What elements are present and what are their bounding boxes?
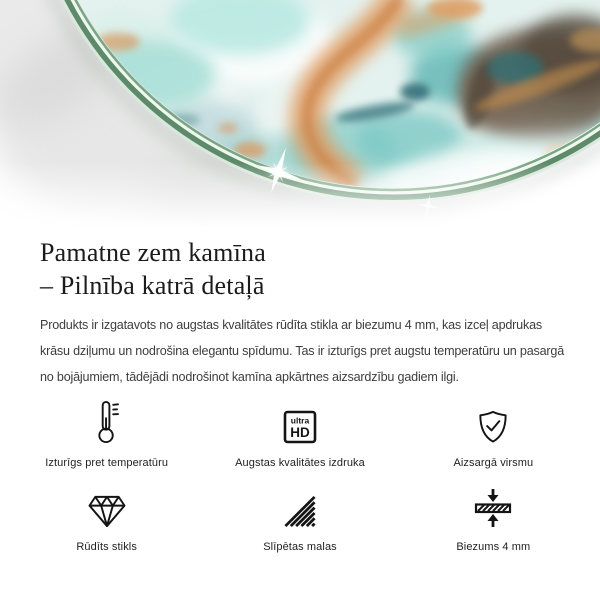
feature-label: Rūdīts stikls [76, 541, 137, 553]
feature-temperature [10, 398, 203, 470]
product-description [40, 312, 565, 390]
feature-label: Augstas kvalitātes izdruka [235, 457, 365, 469]
feature-label: Aizsargā virsmu [453, 457, 534, 469]
feature-beveled-edges [203, 482, 396, 554]
feature-tempered-glass [10, 482, 203, 554]
thermometer-icon [94, 398, 120, 444]
page-title-line-1: Pamatne zem kamīna [40, 238, 266, 267]
feature-protects-surface [397, 398, 590, 470]
page-title [40, 236, 560, 302]
ultra-hd-badge-bottom: HD [290, 425, 310, 440]
feature-label: Izturīgs pret temperatūru [45, 457, 169, 469]
description-line-1: Produkts ir izgatavots no augstas kvalitātes rūdīta stikla ar biezumu 4 mm, kas izceļ apdrukas [40, 318, 542, 332]
feature-grid [0, 398, 600, 554]
description-line-3: no bojājumiem, tādējādi nodrošinot kamīna apkārtnes aizsardzību gadiem ilgi. [40, 370, 459, 384]
feature-print-quality [203, 398, 396, 470]
diamond-icon [87, 482, 127, 528]
ultra-hd-icon [283, 398, 317, 444]
page-title-line-2: – Pilnība katrā detaļā [40, 271, 265, 300]
beveled-edge-icon [283, 482, 317, 528]
feature-label: Biezums 4 mm [456, 541, 531, 553]
shield-check-icon [476, 398, 510, 444]
thickness-icon [473, 482, 513, 528]
feature-label: Slīpētas malas [263, 541, 337, 553]
product-description-section [0, 236, 600, 554]
feature-thickness [397, 482, 590, 554]
description-line-2: krāsu dziļumu un nodrošina elegantu spīdumu. Tas ir izturīgs pret augstu temperatūru un pasargā [40, 344, 565, 358]
ultra-hd-badge-top: ultra [290, 415, 310, 426]
product-image [0, 0, 600, 228]
marble-glass-photo [0, 0, 600, 228]
